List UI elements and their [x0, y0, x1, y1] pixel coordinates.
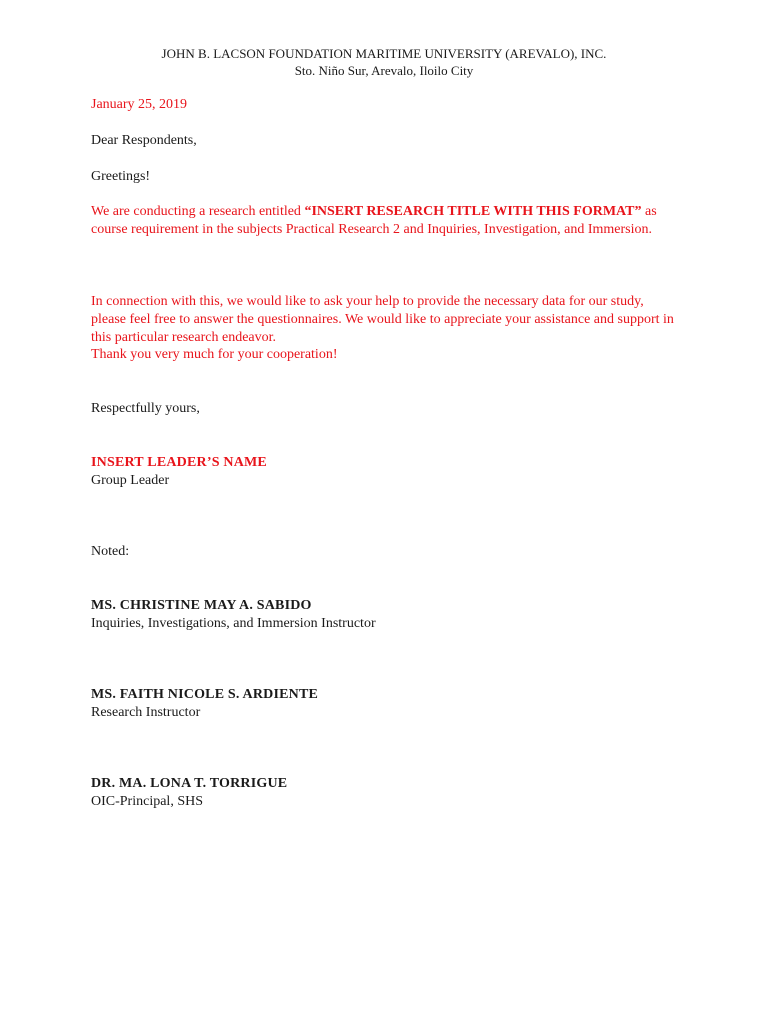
para1-prefix: We are conducting a research entitled	[91, 204, 305, 219]
signatory-role: Research Instructor	[91, 705, 201, 720]
letterhead	[0, 45, 768, 79]
letter-date: January 25, 2019	[91, 97, 188, 112]
signatory-role: Inquiries, Investigations, and Immersion Instructor	[91, 616, 376, 631]
noted-label: Noted:	[91, 544, 130, 559]
signatory-name: MS. FAITH NICOLE S. ARDIENTE	[91, 687, 319, 702]
research-title-placeholder: “INSERT RESEARCH TITLE WITH THIS FORMAT”	[304, 204, 642, 219]
thanks-line: Thank you very much for your cooperation!	[91, 347, 338, 362]
para1-suffix: as course requirement in the subjects Practical Research 2 and Inquiries, Investigation, and Immersion.	[91, 204, 657, 237]
signatory-role: OIC-Principal, SHS	[91, 794, 203, 809]
leader-name: INSERT LEADER’S NAME	[91, 455, 267, 470]
paragraph-research-intro	[91, 203, 681, 239]
institution-name: JOHN B. LACSON FOUNDATION MARITIME UNIVERSITY (AREVALO), INC.	[161, 46, 607, 61]
signatory-name: DR. MA. LONA T. TORRIGUE	[91, 776, 288, 791]
leader-role: Group Leader	[91, 473, 170, 488]
institution-address: Sto. Niño Sur, Arevalo, Iloilo City	[294, 63, 474, 78]
salutation: Dear Respondents,	[91, 133, 197, 148]
signatory-name: MS. CHRISTINE MAY A. SABIDO	[91, 598, 312, 613]
greeting: Greetings!	[91, 169, 151, 184]
paragraph-request: In connection with this, we would like to ask your help to provide the necessary data for our study, please feel free to answer the questionnaires. We would like to appreciate your assistance and support in this particular research endeavor.	[91, 294, 674, 345]
closing: Respectfully yours,	[91, 401, 200, 416]
